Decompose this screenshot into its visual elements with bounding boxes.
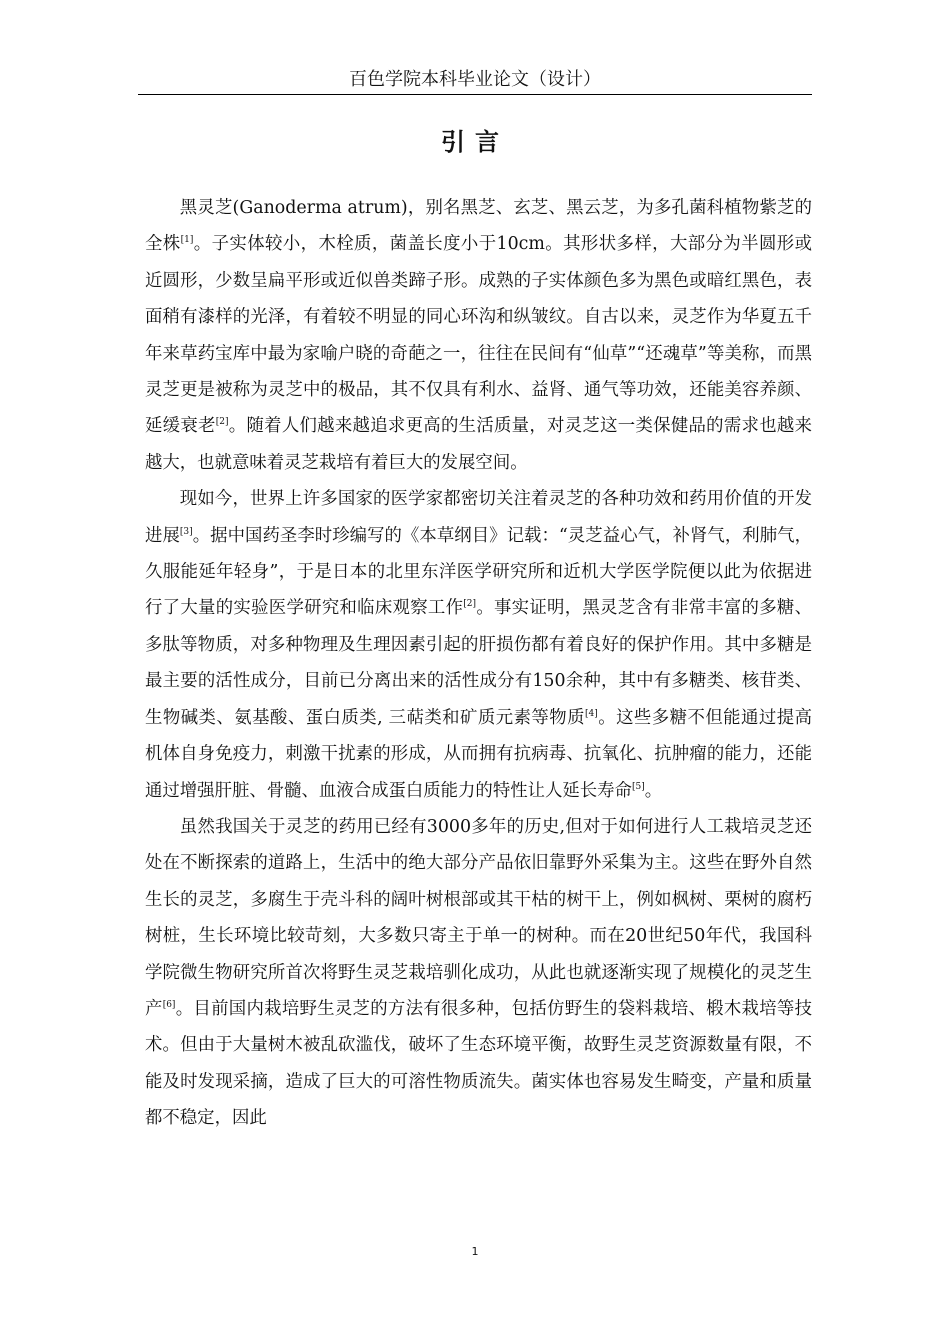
citation: [5] (631, 781, 645, 792)
paragraph (145, 190, 812, 481)
citation: [1] (180, 235, 194, 246)
paragraph-text: 现如今，世界上许多国家的医学家都密切关注着灵芝的各种功效和药用价值的开发进展 (145, 489, 812, 546)
paragraph-text: 。据中国药圣李时珍编写的《本草纲目》记载：“灵芝益心气，补肾气，利肺气，久服能延年轻身”，于是日本的北里东洋医学研究所和近机大学医学院便以此为依据进行了大量的实验医学研究和临床观察工作 (145, 525, 812, 619)
paragraph-text: 。 (644, 780, 663, 801)
paragraph-text: 。这些多糖不但能通过提高机体自身免疫力，刺激干扰素的形成，从而拥有抗病毒、抗氧化、抗肿瘤的能力，还能通过增强肝脏、骨髓、血液合成蛋白质能力的特性让人延长寿命 (145, 707, 812, 801)
page-header (138, 66, 812, 95)
paragraph-text: 。随着人们越来越追求更高的生活质量，对灵芝这一类保健品的需求也越来越大，也就意味着灵芝栽培有着巨大的发展空间。 (145, 416, 812, 473)
paragraph (145, 809, 812, 1137)
citation: [2] (463, 599, 477, 610)
citation: [4] (585, 708, 598, 719)
citation: [6] (162, 999, 176, 1010)
section-title: 引言 (441, 128, 509, 156)
citation: [2] (215, 417, 229, 428)
header-title: 百色学院本科毕业论文（设计） (349, 69, 601, 90)
paragraph (145, 481, 812, 809)
body-text (145, 190, 812, 1137)
paragraph-text: 。子实体较小，木栓质，菌盖长度小于10cm。其形状多样，大部分为半圆形或近圆形，少数呈扁平形或近似兽类蹄子形。成熟的子实体颜色多为黑色或暗红黑色，表面稍有漆样的光泽，有着较不明显的同心环沟和纵皱纹。自古以来，灵芝作为华夏五千年来草药宝库中最为家喻户晓的奇葩之一，往往在民间有“仙草”“还魂草”等美称，而黑灵芝更是被称为灵芝中的极品，其不仅具有利水、益肾、通气等功效，还能美容养颜、延缓衰老 (145, 234, 812, 437)
paragraph-text: 。事实证明，黑灵芝含有非常丰富的多糖、多肽等物质，对多种物理及生理因素引起的肝损伤都有着良好的保护作用。其中多糖是最主要的活性成分，目前已分离出来的活性成分有150余种，其中有多糖类、核苷类、生物碱类、氨基酸、蛋白质类, 三萜类和矿质元素等物质 (145, 598, 812, 728)
paragraph-text: 。目前国内栽培野生灵芝的方法有很多种，包括仿野生的袋料栽培、椴木栽培等技术。但由于大量树木被乱砍滥伐，破坏了生态环境平衡，故野生灵芝资源数量有限，不能及时发现采摘，造成了巨大的可溶性物质流失。菌实体也容易发生畸变，产量和质量都不稳定，因此 (145, 998, 812, 1129)
page-number: 1 (471, 1245, 479, 1258)
paragraph-text: 黑灵芝(Ganoderma atrum)，别名黑芝、玄芝、黑云芝，为多孔菌科植物紫芝的全株 (145, 198, 812, 255)
paragraph-text: 虽然我国关于灵芝的药用已经有3000多年的历史,但对于如何进行人工栽培灵芝还处在不断探索的道路上，生活中的绝大部分产品依旧靠野外采集为主。这些在野外自然生长的灵芝，多腐生于壳斗科的阔叶树根部或其干枯的树干上，例如枫树、栗树的腐朽树桩，生长环境比较苛刻，大多数只寄主于单一的树种。而在20世纪50年代，我国科学院微生物研究所首次将野生灵芝栽培驯化成功，从此也就逐渐实现了规模化的灵芝生产 (145, 816, 812, 1019)
citation: [3] (179, 526, 193, 537)
